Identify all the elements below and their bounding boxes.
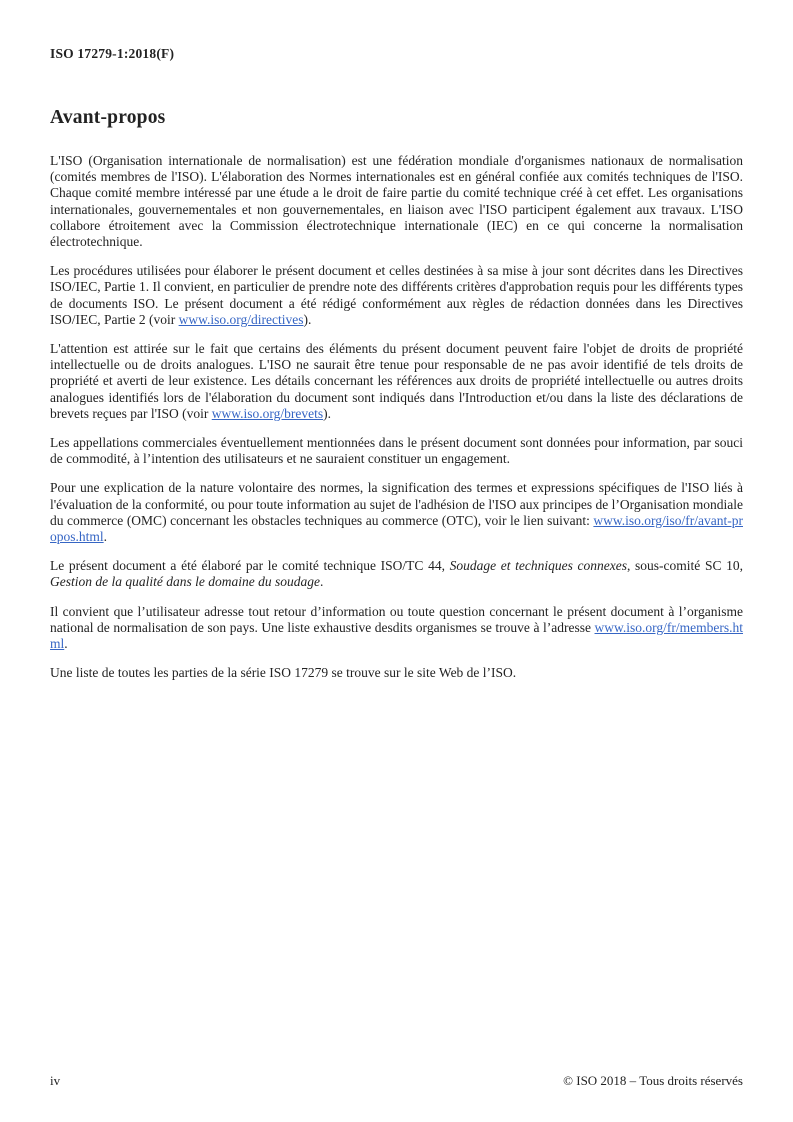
paragraph-text: Il convient que l’utilisateur adresse tout retour d’information ou toute question concernant le présent document à l’organisme national de normalisation de son pays. Une liste exhaustive desdits organismes se trouve à l’adresse <box>50 603 747 635</box>
paragraph-text: ). <box>323 405 331 421</box>
paragraph-text: . <box>319 574 324 590</box>
committee-title-italic: Soudage et techniques connexes <box>449 558 628 574</box>
page-footer <box>50 1073 743 1088</box>
copyright-notice: © ISO 2018 – Tous droits réservés <box>563 1073 743 1088</box>
link-iso-avant-propos[interactable]: www.iso.org/iso/fr/avant-propos.html <box>50 512 743 545</box>
paragraph-text: L'ISO (Organisation internationale de normalisation) est une fédération mondiale d'organismes nationaux de normalisation (comités membres de l'ISO). L'élaboration des Normes internationales est en général confiée aux comités techniques de l'ISO. Chaque comité membre intéressé par une étude a le droit de faire partie du comité technique créé à cet effet. Les organisations internationales, gouvernementales et non gouvernementales, en liaison avec l'ISO participent également aux travaux. L'ISO collabore étroitement avec la Commission électrotechnique internationale (IEC) en ce qui concerne la normalisation électrotechnique. <box>50 153 747 250</box>
paragraph-text: Les appellations commerciales éventuellement mentionnées dans le présent document sont données pour information, par souci de commodité, à l’intention des utilisateurs et ne sauraient constituer un engagement. <box>50 435 747 467</box>
link-iso-brevets[interactable]: www.iso.org/brevets <box>211 405 324 421</box>
paragraph-series-list <box>50 665 743 681</box>
document-reference: ISO 17279-1:2018(F) <box>50 46 175 61</box>
paragraph-committee <box>50 558 747 590</box>
paragraph-text: Le présent document a été élaboré par le comité technique ISO/TC 44, <box>50 558 450 574</box>
subcommittee-title-italic: Gestion de la qualité dans le domaine du soudage <box>50 574 320 590</box>
paragraph-text: Les procédures utilisées pour élaborer le présent document et celles destinées à sa mise à jour sont décrites dans les Directives ISO/IEC, Partie 1. Il convient, en particulier de prendre note des différents critères d'approbation requis pour les différents types de documents ISO. Le présent document a été rédigé conformément aux règles de rédaction données dans les Directives ISO/IEC, Partie 2 (voir <box>50 263 747 327</box>
paragraph-text: Une liste de toutes les parties de la série ISO 17279 se trouve sur le site Web de l’ISO. <box>50 665 517 681</box>
paragraph-procedures <box>50 263 747 328</box>
page-title: Avant-propos <box>50 107 166 128</box>
paragraph-iso-intro <box>50 153 747 250</box>
paragraph-voluntary-nature <box>50 480 747 545</box>
link-iso-members[interactable]: www.iso.org/fr/members.html <box>50 619 743 652</box>
paragraph-trade-names <box>50 435 747 467</box>
paragraph-text: Pour une explication de la nature volontaire des normes, la signification des termes et expressions spécifiques de l'ISO liés à l'évaluation de la conformité, ou pour toute information au sujet de l'adhésion de l'ISO aux principes de l’Organisation mondiale du commerce (OMC) concernant les obstacles techniques au commerce (OTC), voir le lien suivant: <box>50 480 747 528</box>
paragraph-text: , sous-comité SC 10, <box>627 558 747 574</box>
paragraph-patent-rights <box>50 341 747 422</box>
link-iso-directives[interactable]: www.iso.org/directives <box>178 311 304 327</box>
page-number: iv <box>50 1073 61 1088</box>
paragraph-text: . <box>103 529 108 545</box>
paragraph-text: . <box>64 636 68 652</box>
paragraph-text: L'attention est attirée sur le fait que certains des éléments du présent document peuvent faire l'objet de droits de propriété intellectuelle ou de droits analogues. L'ISO ne saurait être tenue pour responsable de ne pas avoir identifié de tels droits de propriété et averti de leur existence. Les détails concernant les références aux droits de propriété intellectuelle ou autres droits analogues identifiés lors de l'élaboration du document sont indiqués dans l'Introduction et/ou dans la liste des déclarations de brevets reçues par l'ISO (voir <box>50 341 747 421</box>
paragraph-feedback <box>50 603 747 653</box>
paragraph-text: ). <box>303 311 312 327</box>
